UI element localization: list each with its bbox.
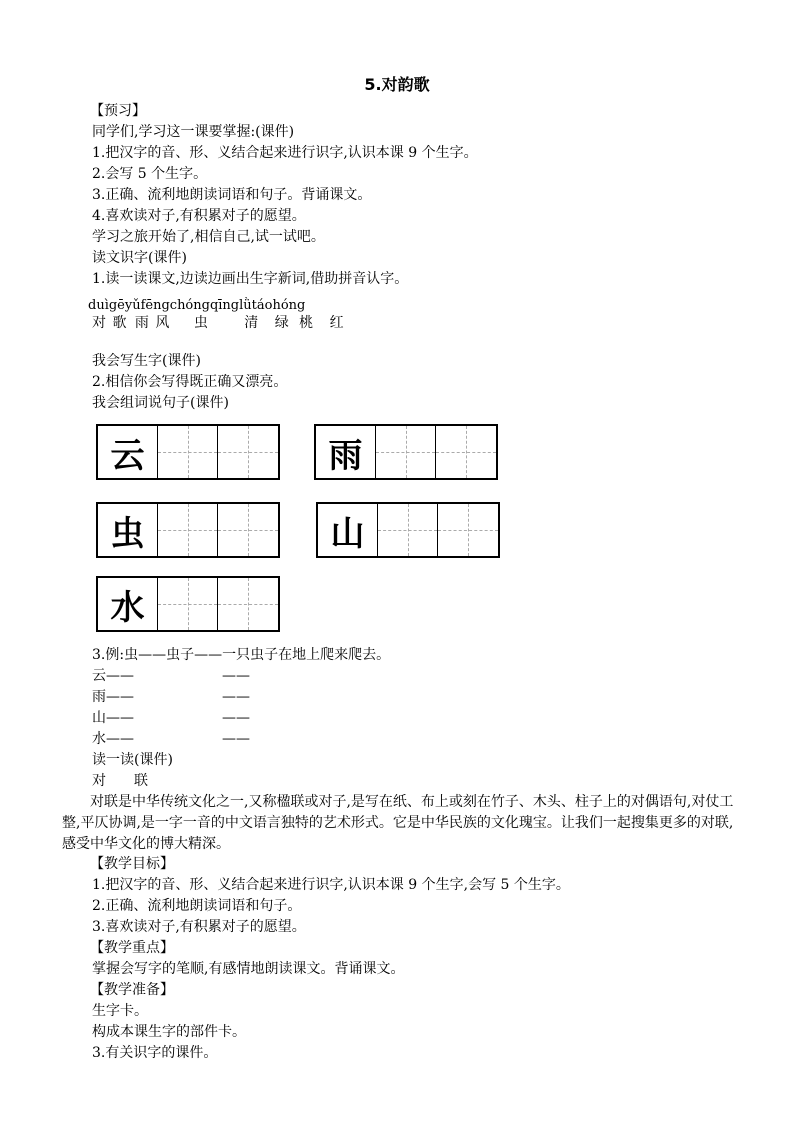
writing-grid <box>96 576 280 632</box>
example-line: 3.例:虫——虫子——一只虫子在地上爬来爬去。 <box>92 647 391 663</box>
read-task: 1.读一读课文,边读边画出生字新词,借助拼音认字。 <box>92 271 409 287</box>
writing-grid <box>316 502 500 558</box>
writing-grid <box>96 424 280 480</box>
writing-cell[interactable] <box>158 426 218 478</box>
grid-char: 云 <box>98 426 158 478</box>
write-section-title: 我会写生字(课件) <box>92 353 201 369</box>
prep-item: 生字卡。 <box>92 1003 148 1019</box>
writing-cell[interactable] <box>376 426 436 478</box>
writing-cell[interactable] <box>438 504 498 556</box>
focus-heading: 【教学重点】 <box>90 940 174 956</box>
focus-text: 掌握会写字的笔顺,有感情地朗读课文。背诵课文。 <box>92 961 405 977</box>
blank-word: 水—— <box>92 731 134 747</box>
new-char: 红 <box>329 315 344 331</box>
blank-word: 山—— <box>92 710 134 726</box>
new-char: 虫 <box>193 315 208 331</box>
preview-intro: 同学们,学习这一课要掌握:(课件) <box>92 124 295 140</box>
blank-word: 云—— <box>92 668 134 684</box>
teach-goal-item: 3.喜欢读对子,有积累对子的愿望。 <box>92 919 306 935</box>
read-section-title: 读文识字(课件) <box>92 250 187 266</box>
new-char: 风 <box>155 315 170 331</box>
grid-char: 雨 <box>316 426 376 478</box>
teach-goal-item: 2.正确、流利地朗读词语和句子。 <box>92 898 302 914</box>
prep-heading: 【教学准备】 <box>90 982 174 998</box>
goal-item: 1.把汉字的音、形、义结合起来进行识字,认识本课 9 个生字。 <box>92 145 478 161</box>
word-section-title: 我会组词说句子(课件) <box>92 395 229 411</box>
writing-cell[interactable] <box>158 504 218 556</box>
goal-item: 3.正确、流利地朗读词语和句子。背诵课文。 <box>92 187 372 203</box>
writing-cell[interactable] <box>218 504 278 556</box>
grid-char: 山 <box>318 504 378 556</box>
new-char: 绿 <box>274 315 289 331</box>
blank-word: 雨—— <box>92 689 134 705</box>
new-char: 对 <box>92 315 106 331</box>
page-title: 5.对韵歌 <box>364 75 430 94</box>
writing-cell[interactable] <box>218 426 278 478</box>
read2-section-title: 读一读(课件) <box>92 752 173 768</box>
writing-cell[interactable] <box>218 578 278 630</box>
couplet-paragraph: 对联是中华传统文化之一,又称楹联或对子,是写在纸、布上或刻在竹子、木头、柱子上的对偶语句,对仗工整,平仄协调,是一字一音的中文语言独特的艺术形式。它是中华民族的文化瑰宝。让我们一起搜集更多的对联,感受中华文化的博大精深。 <box>62 794 734 852</box>
teach-goal-heading: 【教学目标】 <box>90 856 174 872</box>
goal-item: 2.会写 5 个生字。 <box>92 166 208 182</box>
writing-grid <box>314 424 498 480</box>
goal-item: 4.喜欢读对子,有积累对子的愿望。 <box>92 208 306 224</box>
blank-dash: —— <box>222 710 250 726</box>
pinyin-line: duìgēyǔfēngchóngqīnglǜtáohóng <box>88 298 306 313</box>
new-characters-row <box>92 313 346 333</box>
new-char: 歌 <box>112 315 127 331</box>
new-char: 清 <box>244 315 259 331</box>
new-char: 桃 <box>299 315 314 331</box>
blank-dash: —— <box>222 689 250 705</box>
prep-item: 3.有关识字的课件。 <box>92 1045 218 1061</box>
writing-grid <box>96 502 280 558</box>
new-char: 雨 <box>134 315 149 331</box>
writing-cell[interactable] <box>378 504 438 556</box>
grid-char: 虫 <box>98 504 158 556</box>
couplet-title: 对 联 <box>92 773 148 789</box>
teach-goal-item: 1.把汉字的音、形、义结合起来进行识字,认识本课 9 个生字,会写 5 个生字。 <box>92 877 570 893</box>
preview-heading: 【预习】 <box>90 103 146 119</box>
grid-char: 水 <box>98 578 158 630</box>
writing-cell[interactable] <box>436 426 496 478</box>
writing-cell[interactable] <box>158 578 218 630</box>
write-task: 2.相信你会写得既正确又漂亮。 <box>92 374 288 390</box>
prep-item: 构成本课生字的部件卡。 <box>92 1024 246 1040</box>
blank-dash: —— <box>222 668 250 684</box>
blank-dash: —— <box>222 731 250 747</box>
journey-text: 学习之旅开始了,相信自己,试一试吧。 <box>92 229 325 245</box>
